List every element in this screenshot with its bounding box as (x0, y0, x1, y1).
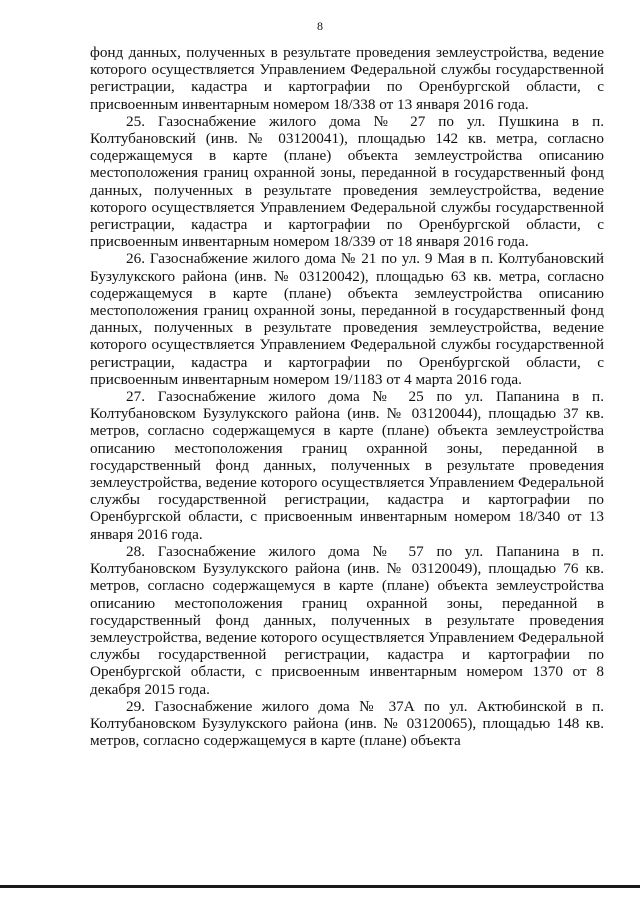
paragraph-item-27: 27. Газоснабжение жилого дома № 25 по ул. Папанина в п. Колтубановском Бузулукского района (инв. № 03120044), площадью 37 кв. метров, согласно содержащемуся в карте (плане) объекта землеустройства описанию местоположения границ охранной зоны, переданной в государственный фонд данных, полученных в результате проведения землеустройства, ведение которого осуществляется Управлением Федеральной службы государственной регистрации, кадастра и картографии по Оренбургской области, с присвоенным инвентарным номером 18/340 от 13 января 2016 года. (90, 388, 604, 543)
page-number: 8 (317, 19, 323, 33)
paragraph-item-26: 26. Газоснабжение жилого дома № 21 по ул. 9 Мая в п. Колтубановский Бузулукского района (инв. № 03120042), площадью 63 кв. метра, согласно содержащемуся в карте (плане) объекта землеустройства описанию местоположения границ охранной зоны, переданной в государственный фонд данных, полученных в результате проведения землеустройства, ведение которого осуществляется Управлением Федеральной службы государственной регистрации, кадастра и картографии по Оренбургской области, с присвоенным инвентарным номером 19/1183 от 4 марта 2016 года. (90, 250, 604, 388)
paragraph-continuation: фонд данных, полученных в результате проведения землеустройства, ведение которого осуществляется Управлением Федеральной службы государственной регистрации, кадастра и картографии по Оренбургской области, с присвоенным инвентарным номером 18/338 от 13 января 2016 года. (90, 44, 604, 113)
paragraph-item-29: 29. Газоснабжение жилого дома № 37А по ул. Актюбинской в п. Колтубановском Бузулукского района (инв. № 03120065), площадью 148 кв. метров, согласно содержащемуся в карте (плане) объекта (90, 697, 604, 750)
paragraph-item-28: 28. Газоснабжение жилого дома № 57 по ул. Папанина в п. Колтубановском Бузулукского района (инв. № 03120049), площадью 76 кв. метров, согласно содержащемуся в карте (плане) объекта землеустройства описанию местоположения границ охранной зоны, переданной в государственный фонд данных, полученных в результате проведения землеустройства, ведение которого осуществляется Управлением Федеральной службы государственной регистрации, кадастра и картографии по Оренбургской области, с присвоенным инвентарным номером 1370 от 8 декабря 2015 года. (90, 542, 604, 698)
paragraph-item-25: 25. Газоснабжение жилого дома № 27 по ул. Пушкина в п. Колтубановский (инв. № 03120041), площадью 142 кв. метра, согласно содержащемуся в карте (плане) объекта землеустройства описанию местоположения границ охранной зоны, переданной в государственный фонд данных, полученных в результате проведения землеустройства, ведение которого осуществляется Управлением Федеральной службы государственной регистрации, кадастра и картографии по Оренбургской области, с присвоенным инвентарным номером 18/339 от 18 января 2016 года. (90, 112, 604, 251)
document-body (90, 44, 604, 749)
bottom-scan-edge (0, 885, 640, 888)
